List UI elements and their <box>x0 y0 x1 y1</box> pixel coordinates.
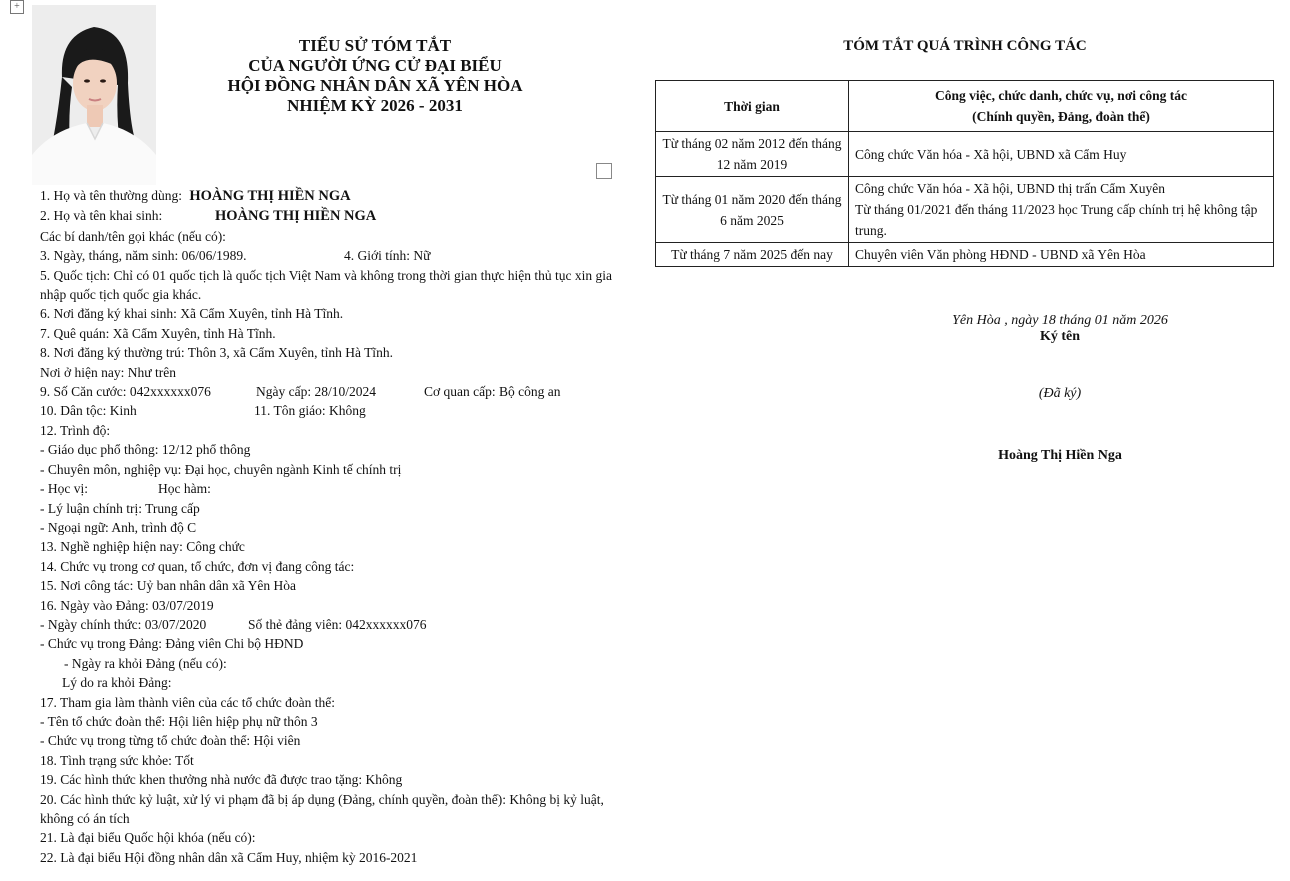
work-history-title: TÓM TẮT QUÁ TRÌNH CÔNG TÁC <box>843 38 1087 54</box>
bio-birth-date: 3. Ngày, tháng, năm sinh: 06/06/1989. <box>40 248 247 264</box>
bio-common-name <box>40 186 640 206</box>
bio-hometown: 7. Quê quán: Xã Cẩm Xuyên, tỉnh Hà Tĩnh. <box>40 325 276 341</box>
bio-council-member: 22. Là đại biểu Hội đồng nhân dân xã Cẩm Huy, nhiệm kỳ 2016-2021 <box>40 849 418 865</box>
row-description <box>849 132 1274 177</box>
row-description-line: Chuyên viên Văn phòng HĐND - UBND xã Yên Hòa <box>855 247 1146 262</box>
signer-name: Hoàng Thị Hiền Nga <box>998 448 1122 463</box>
bio-birth-name <box>40 206 640 226</box>
bio-party-position: - Chức vụ trong Đảng: Đảng viên Chi bộ HĐND <box>40 636 304 652</box>
work-history-table <box>655 80 1274 267</box>
bio-permanent-residence: 8. Nơi đăng ký thường trú: Thôn 3, xã Cẩm Xuyên, tỉnh Hà Tĩnh. <box>40 345 393 361</box>
row-description-line: Công chức Văn hóa - Xã hội, UBND thị trấn Cẩm Xuyên <box>855 181 1166 196</box>
bio-religion: 11. Tôn giáo: Không <box>254 403 366 419</box>
bio-party-leave-reason: Lý do ra khỏi Đảng: <box>62 675 172 691</box>
bio-academic-title: Học hàm: <box>158 481 211 497</box>
bio-id-number: 9. Số Căn cước: 042xxxxxx076 <box>40 384 211 400</box>
bio-aliases: Các bí danh/tên gọi khác (nếu có): <box>40 228 226 244</box>
table-header-row <box>656 81 1274 132</box>
row-description <box>849 243 1274 267</box>
title-line-4: NHIỆM KỲ 2026 - 2031 <box>287 96 463 115</box>
bio-party-card: Số thẻ đảng viên: 042xxxxxx076 <box>248 616 427 632</box>
bio-workplace: 15. Nơi công tác: Uỷ ban nhân dân xã Yên Hòa <box>40 578 296 594</box>
bio-birth-gender <box>40 246 640 265</box>
bio-general-education: - Giáo dục phổ thông: 12/12 phổ thông <box>40 442 251 458</box>
column-header-time: Thời gian <box>656 81 849 132</box>
bio-id-issuer: Cơ quan cấp: Bộ công an <box>424 384 561 400</box>
bio-education-heading: 12. Trình độ: <box>40 422 111 438</box>
bio-nationality: 5. Quốc tịch: Chỉ có 01 quốc tịch là quốc tịch Việt Nam và không trong thời gian thực hiện thủ tục xin gia nhập quốc tịch quốc gia khác. <box>40 267 613 303</box>
column-header-desc-line-2: (Chính quyền, Đảng, đoàn thể) <box>972 109 1150 124</box>
checkbox-icon[interactable] <box>596 163 612 179</box>
bio-label: 1. Họ và tên thường dùng: <box>40 188 182 203</box>
document-title <box>175 36 575 116</box>
portrait-photo <box>32 5 156 185</box>
row-description <box>849 177 1274 243</box>
bio-organization-name: - Tên tổ chức đoàn thể: Hội liên hiệp phụ nữ thôn 3 <box>40 713 318 729</box>
bio-current-residence: Nơi ở hiện nay: Như trên <box>40 364 176 380</box>
bio-discipline: 20. Các hình thức kỷ luật, xử lý vi phạm đã bị áp dụng (Đảng, chính quyền, đoàn thể): Không bị kỷ luật, không có án tích <box>40 791 604 826</box>
bio-organization-role: - Chức vụ trong từng tổ chức đoàn thể: Hội viên <box>40 733 301 749</box>
table-row <box>656 177 1274 243</box>
bio-party-join-date: 16. Ngày vào Đảng: 03/07/2019 <box>40 597 214 613</box>
biography-body <box>40 186 640 867</box>
bio-ethnicity-religion <box>40 401 640 420</box>
table-row <box>656 243 1274 267</box>
title-line-1: TIỂU SỬ TÓM TẮT <box>298 36 452 55</box>
bio-organizations: 17. Tham gia làm thành viên của các tổ chức đoàn thể: <box>40 694 335 710</box>
bio-party-official <box>40 615 640 634</box>
table-row <box>656 132 1274 177</box>
bio-degree <box>40 479 640 498</box>
bio-id-card <box>40 382 640 401</box>
bio-national-assembly: 21. Là đại biểu Quốc hội khóa (nếu có): <box>40 830 256 846</box>
bio-health: 18. Tình trạng sức khỏe: Tốt <box>40 752 194 768</box>
bio-position: 14. Chức vụ trong cơ quan, tổ chức, đơn vị đang công tác: <box>40 558 355 574</box>
bio-label: 2. Họ và tên khai sinh: <box>40 208 163 224</box>
bio-ethnicity: 10. Dân tộc: Kinh <box>40 403 137 419</box>
signature-date: Yên Hòa , ngày 18 tháng 01 năm 2026 <box>952 313 1168 328</box>
signature-label: Ký tên <box>1039 329 1081 344</box>
bio-official-date: - Ngày chính thức: 03/07/2020 <box>40 616 207 632</box>
title-line-3: HỘI ĐỒNG NHÂN DÂN XÃ YÊN HÒA <box>227 76 523 95</box>
bio-value: HOÀNG THỊ HIỀN NGA <box>215 208 377 225</box>
row-period: Từ tháng 02 năm 2012 đến tháng 12 năm 2019 <box>656 132 849 177</box>
column-header-desc-line-1: Công việc, chức danh, chức vụ, nơi công tác <box>934 88 1188 103</box>
bio-gender: 4. Giới tính: Nữ <box>344 248 431 264</box>
row-period: Từ tháng 7 năm 2025 đến nay <box>656 243 849 267</box>
row-description-line: Công chức Văn hóa - Xã hội, UBND xã Cẩm Huy <box>855 146 1127 162</box>
signed-mark: (Đã ký) <box>1038 386 1082 401</box>
bio-degree-label: - Học vị: <box>40 481 88 497</box>
row-description-line: Từ tháng 01/2021 đến tháng 11/2023 học Trung cấp chính trị hệ không tập trung. <box>855 202 1258 238</box>
move-handle-icon[interactable]: + <box>10 0 24 14</box>
bio-id-date: Ngày cấp: 28/10/2024 <box>256 384 376 400</box>
title-line-2: CỦA NGƯỜI ỨNG CỬ ĐẠI BIỂU <box>248 56 502 75</box>
bio-awards: 19. Các hình thức khen thưởng nhà nước đã được trao tặng: Không <box>40 772 403 788</box>
bio-value: HOÀNG THỊ HIỀN NGA <box>189 188 351 204</box>
bio-specialization: - Chuyên môn, nghiệp vụ: Đại học, chuyên ngành Kinh tế chính trị <box>40 461 402 477</box>
bio-birth-registration: 6. Nơi đăng ký khai sinh: Xã Cẩm Xuyên, tỉnh Hà Tĩnh. <box>40 306 344 322</box>
row-period: Từ tháng 01 năm 2020 đến tháng 6 năm 2025 <box>656 177 849 243</box>
bio-foreign-language: - Ngoại ngữ: Anh, trình độ C <box>40 519 197 535</box>
bio-party-leave-date: - Ngày ra khỏi Đảng (nếu có): <box>64 655 227 671</box>
bio-occupation: 13. Nghề nghiệp hiện nay: Công chức <box>40 539 245 555</box>
column-header-description <box>849 81 1274 132</box>
bio-political-theory: - Lý luận chính trị: Trung cấp <box>40 500 200 516</box>
